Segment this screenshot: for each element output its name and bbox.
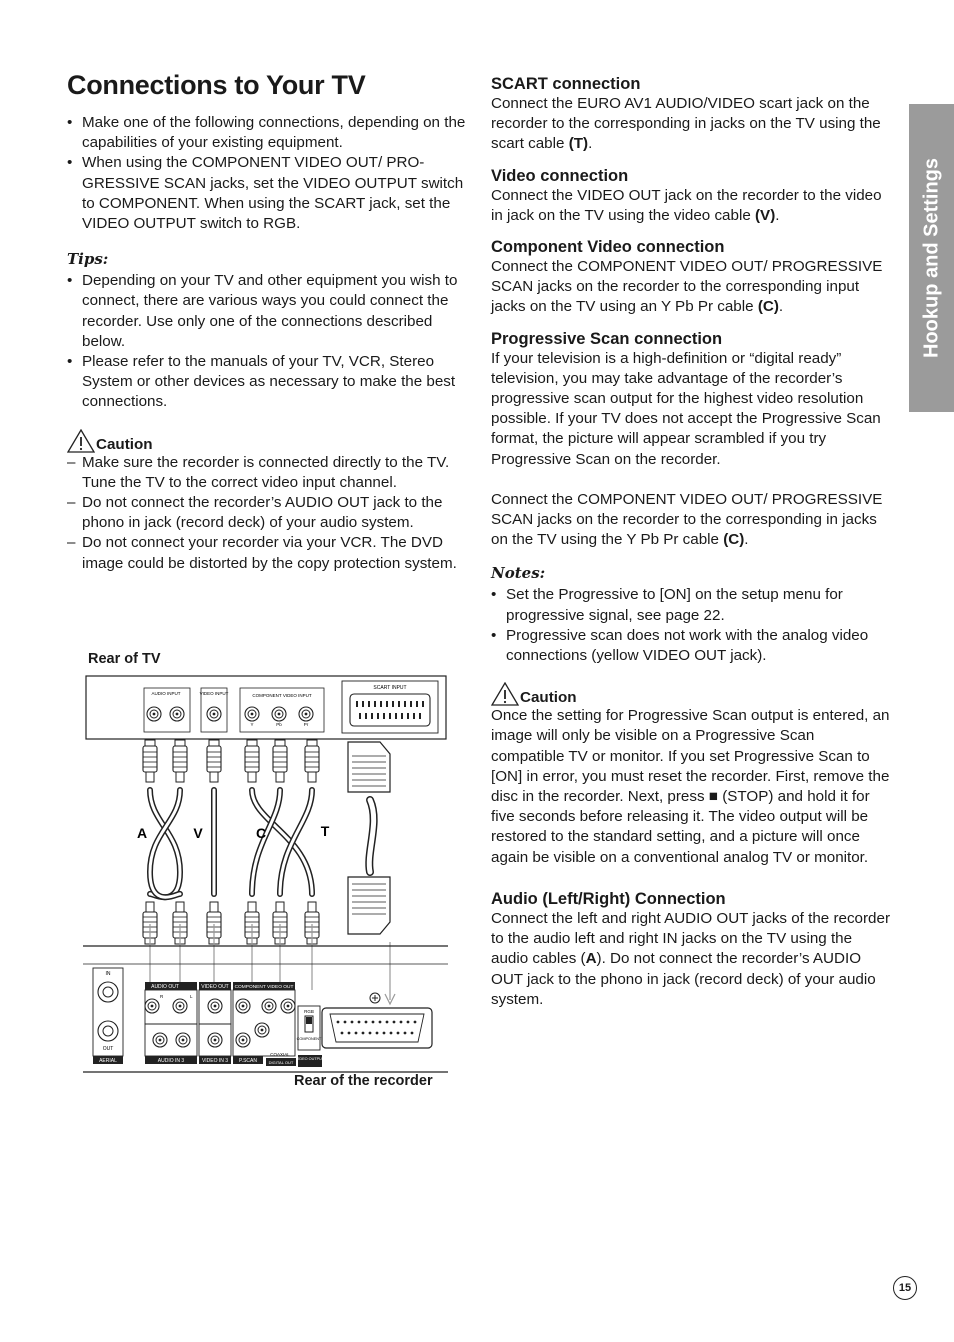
scart-body: Connect the EURO AV1 AUDIO/VIDEO scart jack on the recorder to the corresponding in jacks on the TV using the scart cable <box>491 95 881 153</box>
component-body: Connect the COMPONENT VIDEO OUT/ PROGRESSIVE SCAN jacks on the recorder to the corresponding input jacks on the TV using an Y Pb Pr cable <box>491 258 883 316</box>
recorder-rear-panel <box>83 946 448 1072</box>
progressive-code: (C) <box>723 531 745 549</box>
side-tab-label: Hookup and Settings <box>920 158 942 358</box>
component-tail: . <box>778 298 784 316</box>
list-item: • Set the Progressive to [ON] on the setup menu for progressive signal, see page 22. <box>491 585 891 625</box>
tips-list <box>67 271 467 412</box>
progressive-section <box>491 329 891 551</box>
digital-out-label: DIGITAL OUT <box>268 1060 294 1065</box>
scart-tail: . <box>588 135 593 153</box>
warning-icon <box>491 682 519 706</box>
caution-right-body-a: Once the setting for Progressive Scan output is entered, an image will only be visible on a Progressive Scan compatible TV or monitor. If you set Progressive Scan to [ON] in error, you must reset the recorder. First, remove the disc in the recorder. Next, press <box>491 707 890 806</box>
caution-right-text <box>491 706 891 868</box>
caution-list <box>67 453 467 574</box>
list-item: • Progressive scan does not work with the analog video connections (yellow VIDEO OUT jack). <box>491 626 891 666</box>
tips-heading: Tips: <box>67 250 109 269</box>
page-number: 15 <box>893 1276 917 1300</box>
page-title: Connections to Your TV <box>67 70 366 100</box>
cables <box>150 790 374 897</box>
audio-input-label: AUDIO INPUT <box>151 691 181 696</box>
component-text <box>491 257 891 318</box>
component-video-input-label: COMPONENT VIDEO INPUT <box>252 693 312 698</box>
list-item: – Do not connect the recorder’s AUDIO OUT jack to the phono in jack (record deck) of your audio system. <box>67 493 467 533</box>
stop-icon: ■ <box>708 788 718 806</box>
caution-label: Caution <box>520 689 577 707</box>
video-input-label: VIDEO INPUT <box>199 691 229 696</box>
video-text <box>491 186 891 226</box>
component-switch-label: COMPONENT <box>296 1037 322 1041</box>
list-item: • Please refer to the manuals of your TV, VCR, Stereo System or other devices as necessary to make the best connections. <box>67 352 467 413</box>
progressive-body-2: Connect the COMPONENT VIDEO OUT/ PROGRESSIVE SCAN jacks on the recorder to the corresponding in jacks on the TV using the Y Pb Pr cable <box>491 490 883 549</box>
pb-label: Pb <box>276 722 282 727</box>
audio-code: A <box>585 950 597 968</box>
scart-plug-bottom <box>348 877 390 934</box>
notes-list <box>491 585 891 666</box>
out-label: OUT <box>102 1046 114 1052</box>
left-column <box>67 70 467 574</box>
video-section <box>491 166 891 226</box>
audio-body-b: ). Do not connect the recorder’s AUDIO OUT jack to the phono in jack (record deck) of your audio system. <box>491 950 876 1008</box>
rear-of-tv-label: Rear of TV <box>88 651 161 667</box>
progressive-heading: Progressive Scan connection <box>491 329 723 348</box>
cable-letter-c: C <box>255 825 267 841</box>
recorder-side-plugs <box>143 902 319 944</box>
component-code: (C) <box>757 298 779 316</box>
warning-icon <box>67 429 95 453</box>
pscan-label: P.SCAN <box>239 1058 257 1064</box>
component-section <box>491 237 891 318</box>
right-column <box>491 74 891 1021</box>
rgb-label: RGB <box>304 1009 314 1014</box>
cable-letter-a: A <box>136 825 148 841</box>
progressive-text-2 <box>491 490 891 551</box>
video-in-3-label: VIDEO IN 3 <box>201 1058 229 1064</box>
list-item: • Make one of the following connections, depending on the capabilities of your existing equipment. <box>67 113 467 153</box>
progressive-text-1: If your television is a high-definition or “digital ready” television, you may take advantage of the recorder’s progressive scan output for the highest video resolution possible. If your TV does not accept the Progressive Scan format, the picture will appear scrambled if you try Progressive Scan on the recorder. <box>491 349 881 468</box>
list-item: • When using the COMPONENT VIDEO OUT/ PRO-GRESSIVE SCAN jacks, set the VIDEO OUTPUT switch to COMPONENT. When using the SCART jack, set the VIDEO OUTPUT switch to RGB. <box>67 153 467 234</box>
scart-code: (T) <box>568 135 589 153</box>
section-side-tab <box>909 104 954 412</box>
audio-in-3-label: AUDIO IN 3 <box>157 1058 185 1064</box>
rear-of-recorder-label: Rear of the recorder <box>294 1073 433 1089</box>
in-label: IN <box>105 971 111 977</box>
notes-heading: Notes: <box>491 564 546 583</box>
cable-letter-v: V <box>193 825 203 841</box>
y-label: Y <box>250 722 254 727</box>
video-out-label: VIDEO OUT <box>201 984 229 990</box>
scart-section <box>491 74 891 155</box>
caution-heading-right <box>491 682 891 706</box>
aerial-label: AERIAL <box>99 1058 117 1064</box>
video-body: Connect the VIDEO OUT jack on the recorder to the video in jack on the TV using the video cable <box>491 186 882 224</box>
caution-label: Caution <box>96 435 153 453</box>
scart-heading: SCART connection <box>491 75 641 93</box>
audio-text <box>491 909 891 1010</box>
scart-input-label: SCART INPUT <box>373 685 407 691</box>
tv-side-plugs <box>143 740 319 782</box>
cable-letter-t: T <box>320 823 330 839</box>
caution-right-body-b: (STOP) and hold it for five seconds before releasing it. The video output will be restored to the standard setting, and a picture will once again be visible on a conventional analog TV or monitor. <box>491 788 870 866</box>
connection-diagram <box>80 672 452 1077</box>
audio-out-label: AUDIO OUT <box>151 984 179 990</box>
tv-rear-panel <box>86 676 446 739</box>
l-label: L <box>190 994 193 999</box>
video-code: (V) <box>755 206 776 224</box>
list-item: – Do not connect your recorder via your VCR. The DVD image could be distorted by the copy protection system. <box>67 533 467 573</box>
video-tail: . <box>775 206 780 224</box>
scart-plug-top <box>348 742 390 792</box>
component-video-out-label: COMPONENT VIDEO OUT <box>234 985 294 990</box>
audio-section <box>491 889 891 1010</box>
list-item: • Depending on your TV and other equipment you wish to connect, there are various ways you could connect the recorder. Use only one of the connections described below. <box>67 271 467 352</box>
r-label: R <box>160 994 164 999</box>
pr-label: Pr <box>303 722 309 727</box>
audio-body-a: Connect the left and right AUDIO OUT jacks of the recorder to the audio left and right IN jacks on the TV using the audio cables ( <box>491 909 890 968</box>
list-item: – Make sure the recorder is connected directly to the TV. Tune the TV to the correct video input channel. <box>67 453 467 493</box>
component-heading: Component Video connection <box>491 238 725 257</box>
scart-text <box>491 94 891 155</box>
caution-heading-left <box>67 429 467 453</box>
progressive-tail: . <box>744 531 749 549</box>
video-heading: Video connection <box>491 166 629 185</box>
intro-list <box>67 113 467 234</box>
coaxial-label: COAXIAL <box>270 1052 290 1057</box>
audio-heading: Audio (Left/Right) Connection <box>491 889 726 908</box>
video-output-label: VIDEO OUTPUT <box>295 1057 325 1061</box>
